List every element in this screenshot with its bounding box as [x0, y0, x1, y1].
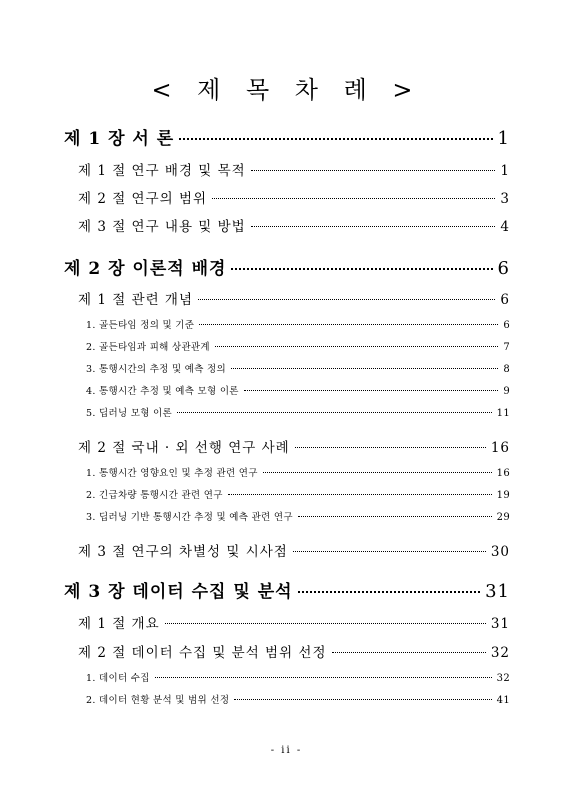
toc-chapter[interactable]	[64, 577, 510, 602]
toc-page-number: 9	[503, 386, 510, 397]
toc-section[interactable]	[78, 436, 510, 456]
toc-page-number: 6	[500, 292, 510, 308]
toc-label: 제 3 절 연구 내용 및 방법	[78, 219, 246, 235]
toc-label: 제 1 장 서 론	[64, 129, 175, 149]
toc-label: 제 2 절 연구의 범위	[78, 191, 208, 207]
dot-leader	[177, 412, 492, 413]
toc-label: 제 2 절 데이터 수집 및 분석 범위 선정	[78, 645, 327, 661]
toc-chapter[interactable]	[64, 124, 510, 149]
dot-leader	[298, 591, 481, 593]
dot-leader	[231, 368, 498, 369]
toc-label: 제 3 절 연구의 차별성 및 시사점	[78, 544, 288, 560]
toc-label: 2. 긴급차량 통행시간 관련 연구	[86, 490, 223, 501]
dot-leader	[298, 516, 492, 517]
toc-page-number: 1	[500, 163, 510, 179]
toc-page-number: 30	[490, 544, 510, 560]
toc-label: 1. 통행시간 영향요인 및 추정 관련 연구	[86, 468, 258, 479]
toc-subsection[interactable]	[86, 317, 510, 331]
toc-page-number: 11	[496, 408, 510, 419]
toc-chapter[interactable]	[64, 254, 510, 279]
toc-page-number: 4	[500, 219, 510, 235]
toc-subsection[interactable]	[86, 670, 510, 684]
page-title: < 제 목 차 례 >	[151, 76, 422, 104]
toc-page-number: 7	[503, 342, 510, 353]
toc-label: 2. 골든타임과 피해 상관관계	[86, 342, 210, 353]
toc-page-number: 31	[490, 616, 510, 632]
toc-page-number: 29	[496, 512, 510, 523]
toc-subsection[interactable]	[86, 465, 510, 479]
toc-section[interactable]	[78, 641, 510, 661]
toc-page-number: 16	[490, 440, 510, 456]
toc-section[interactable]	[78, 215, 510, 235]
dot-leader	[179, 138, 492, 140]
toc-page-number: 6	[497, 258, 510, 279]
toc-page-number: 6	[503, 320, 510, 331]
dot-leader	[228, 494, 492, 495]
dot-leader	[165, 623, 486, 624]
dot-leader	[231, 268, 492, 270]
toc-label: 제 2 장 이론적 배경	[64, 259, 227, 279]
toc-label: 제 1 절 연구 배경 및 목적	[78, 163, 246, 179]
toc-label: 5. 딥러닝 모형 이론	[86, 408, 172, 419]
toc-page-number: 32	[490, 645, 510, 661]
toc-label: 1. 골든타임 정의 및 기준	[86, 320, 195, 331]
toc-label: 제 1 절 관련 개념	[78, 292, 193, 308]
toc-subsection[interactable]	[86, 383, 510, 397]
toc-section[interactable]	[78, 159, 510, 179]
toc-subsection[interactable]	[86, 361, 510, 375]
toc-label: 제 3 장 데이터 수집 및 분석	[64, 582, 293, 602]
dot-leader	[244, 390, 499, 391]
dot-leader	[199, 324, 498, 325]
toc-label: 1. 데이터 수집	[86, 673, 150, 684]
toc-page-number: 41	[496, 695, 510, 706]
toc-page-number: 32	[496, 673, 510, 684]
dot-leader	[295, 447, 486, 448]
toc-label: 3. 통행시간의 추정 및 예측 정의	[86, 364, 226, 375]
toc-subsection[interactable]	[86, 405, 510, 419]
toc-page-number: 8	[503, 364, 510, 375]
toc-label: 4. 통행시간 추정 및 예측 모형 이론	[86, 386, 239, 397]
dot-leader	[251, 226, 496, 227]
toc-label: 3. 딥러닝 기반 통행시간 추정 및 예측 관련 연구	[86, 512, 293, 523]
toc-section[interactable]	[78, 187, 510, 207]
dot-leader	[251, 170, 496, 171]
toc-label: 제 1 절 개요	[78, 616, 160, 632]
dot-leader	[198, 299, 495, 300]
dot-leader	[293, 551, 486, 552]
dot-leader	[263, 472, 492, 473]
dot-leader	[215, 346, 498, 347]
toc-page-number: 16	[496, 468, 510, 479]
toc-subsection[interactable]	[86, 339, 510, 353]
dot-leader	[212, 198, 495, 199]
page-footer: - ii -	[270, 745, 303, 756]
toc-section[interactable]	[78, 540, 510, 560]
toc-subsection[interactable]	[86, 509, 510, 523]
toc-subsection[interactable]	[86, 487, 510, 501]
toc-section[interactable]	[78, 612, 510, 632]
toc-page-number: 3	[500, 191, 510, 207]
dot-leader	[234, 699, 491, 700]
dot-leader	[332, 652, 486, 653]
toc-page-number: 19	[496, 490, 510, 501]
toc-section[interactable]	[78, 288, 510, 308]
toc-page-number: 1	[497, 128, 510, 149]
toc-page-number: 31	[485, 581, 510, 602]
dot-leader	[155, 677, 492, 678]
toc-subsection[interactable]	[86, 692, 510, 706]
toc-label: 2. 데이터 현황 분석 및 범위 선정	[86, 695, 230, 706]
toc-label: 제 2 절 국내 · 외 선행 연구 사례	[78, 440, 290, 456]
